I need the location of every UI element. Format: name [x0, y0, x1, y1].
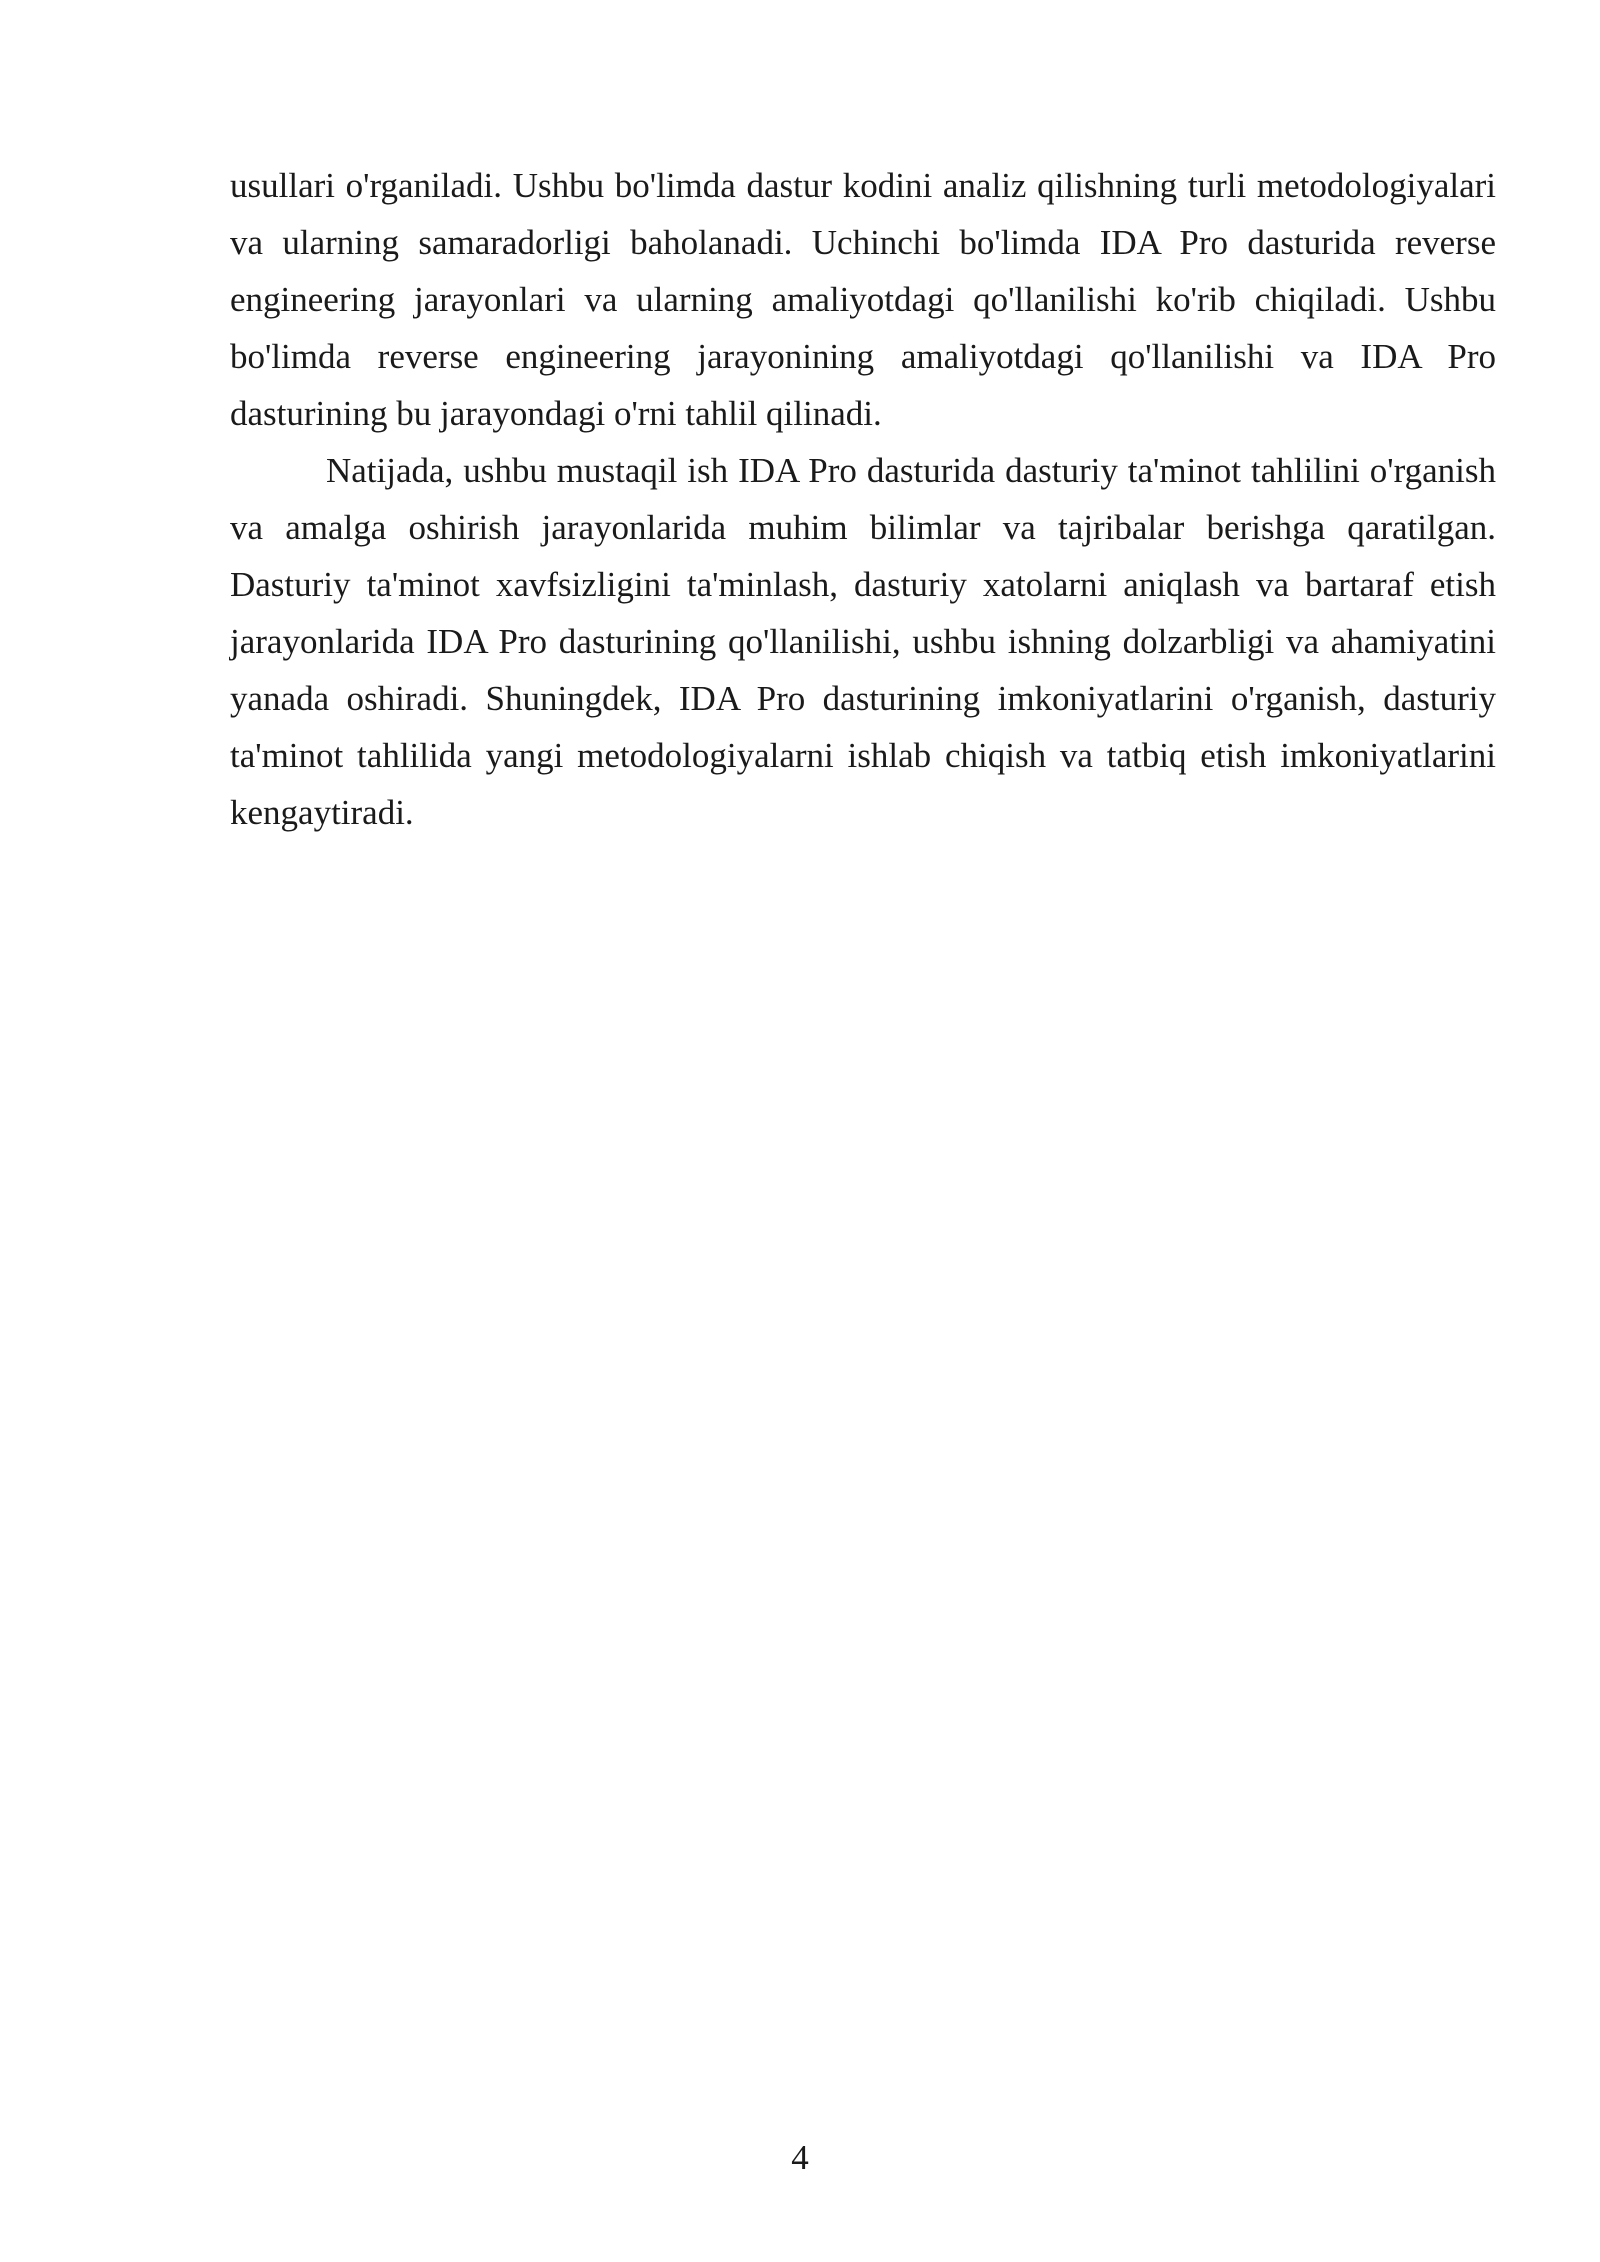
paragraph-continuation: usullari o'rganiladi. Ushbu bo'limda dastur kodini analiz qilishning turli metodologiyalari va ularning samaradorligi baholanadi. Uchinchi bo'limda IDA Pro dasturida reverse engineering jarayonlari va ularning amaliyotdagi qo'llanilishi ko'rib chiqiladi. Ushbu bo'limda reverse engineering jarayonining amaliyotdagi qo'llanilishi va IDA Pro dasturining bu jarayondagi o'rni tahlil qilinadi. — [230, 166, 1496, 433]
paragraph-conclusion: Natijada, ushbu mustaqil ish IDA Pro dasturida dasturiy ta'minot tahlilini o'rganish va amalga oshirish jarayonlarida muhim bilimlar va tajribalar berishga qaratilgan. Dasturiy ta'minot xavfsizligini ta'minlash, dasturiy xatolarni aniqlash va bartaraf etish jarayonlarida IDA Pro dasturining qo'llanilishi, ushbu ishning dolzarbligi va ahamiyatini yanada oshiradi. Shuningdek, IDA Pro dasturining imkoniyatlarini o'rganish, dasturiy ta'minot tahlilida yangi metodologiyalarni ishlab chiqish va tatbiq etish imkoniyatlarini kengaytiradi. — [230, 451, 1496, 832]
body-text — [230, 157, 1496, 841]
page-number: 4 — [791, 2138, 809, 2177]
